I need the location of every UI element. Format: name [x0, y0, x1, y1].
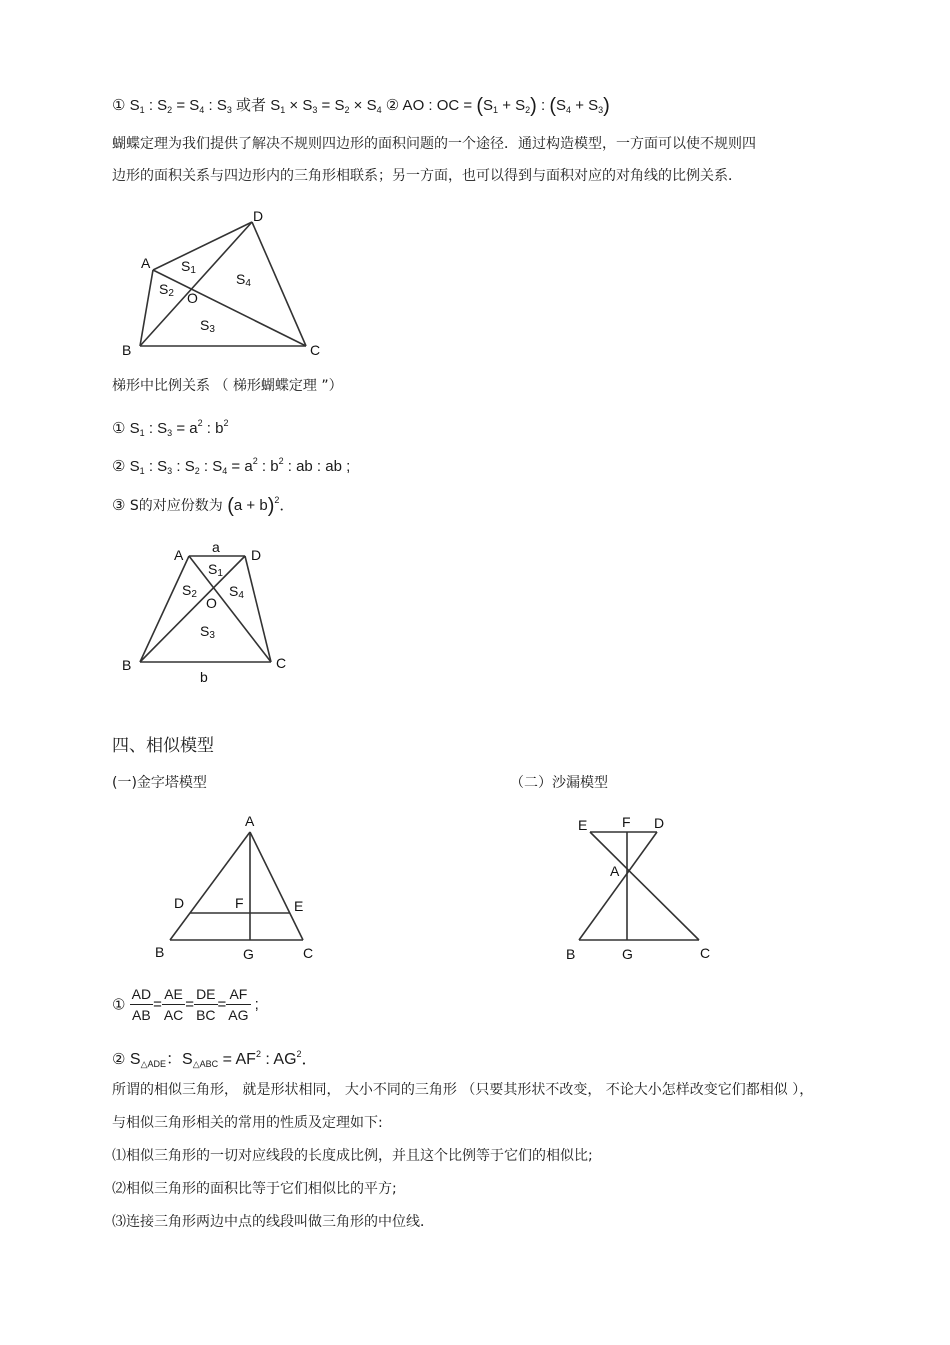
region-s1: S1 — [181, 258, 196, 276]
i2-d: : S — [199, 458, 223, 475]
region-s2: S2 — [182, 582, 197, 600]
f2-b-sub: 1 — [493, 105, 499, 115]
i2-f: : b — [257, 458, 279, 475]
f1-c: = S — [172, 97, 200, 114]
label-e: E — [294, 898, 304, 914]
f1-f-sub: 3 — [312, 105, 318, 115]
hourglass-model-title: （二）沙漏模型 — [510, 775, 608, 791]
f1-a-sub: 1 — [139, 105, 145, 115]
f1-f: × S — [285, 97, 313, 114]
area-ratio-equation — [112, 1044, 318, 1074]
circle-two: ② — [385, 97, 400, 114]
circle-three: ③ — [112, 497, 126, 514]
label-c: C — [310, 342, 321, 358]
f2-b: S — [483, 97, 494, 114]
i3-b: a + b — [233, 497, 268, 514]
r2-a-sub: △ADE — [140, 1059, 167, 1069]
r2-end: ． — [301, 1051, 318, 1068]
i2-a-sub: 1 — [139, 466, 145, 476]
r2-d: : AG — [260, 1051, 297, 1068]
region-s1: S1 — [208, 561, 223, 579]
i2-b: : S — [144, 458, 168, 475]
denominator: BC — [196, 1007, 216, 1023]
region-s2: S2 — [159, 281, 174, 299]
circle-two: ② — [112, 1051, 126, 1068]
f1-e: S — [270, 97, 281, 114]
circle-one: ① — [112, 996, 126, 1014]
trapezoid-item-1 — [112, 414, 229, 442]
i2-b-sub: 3 — [167, 466, 173, 476]
i1-d: : b — [202, 420, 224, 437]
label-o: O — [206, 595, 217, 611]
label-d: D — [253, 208, 264, 224]
label-b: B — [155, 944, 165, 960]
numerator: AF — [226, 984, 250, 1005]
i2-d-sub: 4 — [222, 466, 228, 476]
i2-f-sup: 2 — [278, 456, 284, 466]
i3-end: ． — [279, 497, 295, 514]
f1-d: : S — [204, 97, 227, 114]
circle-one: ① — [112, 420, 126, 437]
label-b: B — [566, 946, 576, 962]
denominator: AC — [163, 1007, 184, 1023]
label-bottom-b: b — [200, 669, 208, 685]
denominator: AG — [228, 1007, 249, 1023]
f2-paren: ( — [549, 95, 557, 117]
property-3: ⑶连接三角形两边中点的线段叫做三角形的中位线． — [112, 1214, 434, 1230]
trapezoid-title: 梯形中比例关系 （ 梯形蝴蝶定理 ”） — [112, 378, 343, 394]
fraction-af-ag — [226, 984, 250, 1025]
trapezoid-figure — [115, 538, 305, 688]
i2-g: : ab : ab ; — [283, 458, 351, 475]
r2-a: S — [129, 1051, 141, 1068]
label-a: A — [245, 813, 255, 829]
i2-c: : S — [172, 458, 195, 475]
f2-colon: : — [536, 97, 550, 114]
butterfly-paragraph-line1: 蝴蝶定理为我们提供了解决不规则四边形的面积问题的一个途径．通过构造模型，一方面可以使不规则四 — [112, 136, 756, 152]
section-heading: 四、相似模型 — [112, 736, 214, 756]
label-f: F — [622, 814, 631, 830]
f1-or: 或者 — [231, 97, 271, 114]
r2-b-sub: △ABC — [192, 1059, 219, 1069]
f2-d-sub: 4 — [566, 105, 572, 115]
circle-one: ① — [112, 97, 126, 114]
edge-ac — [250, 832, 303, 940]
f1-a: S — [129, 97, 140, 114]
r2-b: ：S — [166, 1051, 193, 1068]
label-a: A — [610, 863, 620, 879]
i1-d-sup: 2 — [223, 418, 229, 428]
f2-paren: ) — [530, 95, 537, 117]
label-c: C — [276, 655, 287, 671]
f2-e: + S — [571, 97, 599, 114]
trapezoid-item-3 — [112, 491, 294, 515]
f1-b: : S — [144, 97, 168, 114]
hourglass-figure — [560, 810, 725, 965]
f2-c-sub: 2 — [525, 105, 531, 115]
i3-paren: ( — [227, 495, 234, 517]
f1-g: = S — [317, 97, 345, 114]
i1-b: : S — [144, 420, 168, 437]
pyramid-figure — [150, 810, 330, 965]
region-s4: S4 — [236, 271, 251, 289]
f1-h: × S — [349, 97, 377, 114]
f2-paren: ) — [603, 95, 610, 117]
label-g: G — [622, 946, 633, 962]
i2-c-sub: 2 — [194, 466, 200, 476]
f2-a: AO : OC = — [399, 97, 477, 114]
f2-e-sub: 3 — [598, 105, 604, 115]
label-b: B — [122, 342, 132, 358]
r2-d-sup: 2 — [296, 1049, 302, 1059]
label-d: D — [654, 815, 665, 831]
semicolon: ; — [250, 996, 259, 1013]
numerator: AE — [162, 984, 185, 1005]
i1-c: = a — [172, 420, 198, 437]
label-b: B — [122, 657, 132, 673]
similar-definition: 所谓的相似三角形， 就是形状相同， 大小不同的三角形 （只要其形状不改变， 不论大小怎样改变它们都相似 ）， — [112, 1082, 814, 1098]
butterfly-formula — [112, 97, 610, 119]
equals-sign: = — [185, 996, 195, 1013]
equals-sign: = — [217, 996, 227, 1013]
label-d: D — [251, 547, 262, 563]
edge-ad — [153, 222, 252, 270]
fraction-ad-ab — [130, 984, 153, 1025]
f1-e-sub: 1 — [280, 105, 286, 115]
f2-c: + S — [498, 97, 526, 114]
similar-properties-intro: 与相似三角形相关的常用的性质及定理如下: — [112, 1115, 383, 1131]
i3-sup: 2 — [274, 495, 280, 505]
property-2: ⑵相似三角形的面积比等于它们相似比的平方; — [112, 1181, 397, 1197]
label-c: C — [303, 945, 314, 961]
i1-a: S — [129, 420, 140, 437]
fraction-ae-ac — [162, 984, 185, 1025]
region-s3: S3 — [200, 623, 215, 641]
numerator: AD — [130, 984, 153, 1005]
i3-a: S的对应份数为 — [125, 498, 228, 514]
f2-paren: ( — [476, 95, 483, 117]
property-1: ⑴相似三角形的一切对应线段的长度成比例，并且这个比例等于它们的相似比; — [112, 1148, 593, 1164]
i2-a: S — [129, 458, 140, 475]
edge-ab — [140, 556, 189, 662]
f1-d-sub: 3 — [226, 105, 232, 115]
r2-c: = AF — [218, 1051, 256, 1068]
label-d: D — [174, 895, 185, 911]
pyramid-model-title: (一)金字塔模型 — [112, 775, 207, 791]
i1-b-sub: 3 — [167, 428, 173, 438]
f1-h-sub: 4 — [376, 105, 382, 115]
butterfly-quadrilateral-figure — [110, 205, 350, 365]
ratio-equation — [112, 984, 259, 1025]
i1-c-sup: 2 — [197, 418, 203, 428]
trapezoid-item-2 — [112, 452, 350, 480]
region-s3: S3 — [200, 317, 215, 335]
label-a: A — [174, 547, 184, 563]
label-c: C — [700, 945, 711, 961]
f2-d: S — [556, 97, 567, 114]
equals-sign: = — [153, 996, 162, 1013]
label-e: E — [578, 817, 588, 833]
region-s4: S4 — [229, 583, 244, 601]
fraction-de-bc — [194, 984, 217, 1025]
i1-a-sub: 1 — [139, 428, 145, 438]
f1-b-sub: 2 — [167, 105, 173, 115]
label-a: A — [141, 255, 151, 271]
diagonal-ac — [153, 270, 306, 346]
label-g: G — [243, 946, 254, 962]
edge-ab — [170, 832, 250, 940]
i3-paren: ) — [267, 495, 275, 517]
denominator: AB — [132, 1007, 151, 1023]
i2-e-sup: 2 — [252, 456, 258, 466]
f1-c-sub: 4 — [199, 105, 205, 115]
label-f: F — [235, 895, 244, 911]
i2-e: = a — [227, 458, 253, 475]
numerator: DE — [194, 984, 217, 1005]
label-top-a: a — [212, 539, 220, 555]
r2-c-sup: 2 — [255, 1049, 261, 1059]
edge-dc — [252, 222, 306, 346]
butterfly-paragraph-line2: 边形的面积关系与四边形内的三角形相联系；另一方面，也可以得到与面积对应的对角线的比例关系． — [112, 168, 742, 184]
f1-g-sub: 2 — [344, 105, 350, 115]
label-o: O — [187, 290, 198, 306]
circle-two: ② — [112, 458, 126, 475]
